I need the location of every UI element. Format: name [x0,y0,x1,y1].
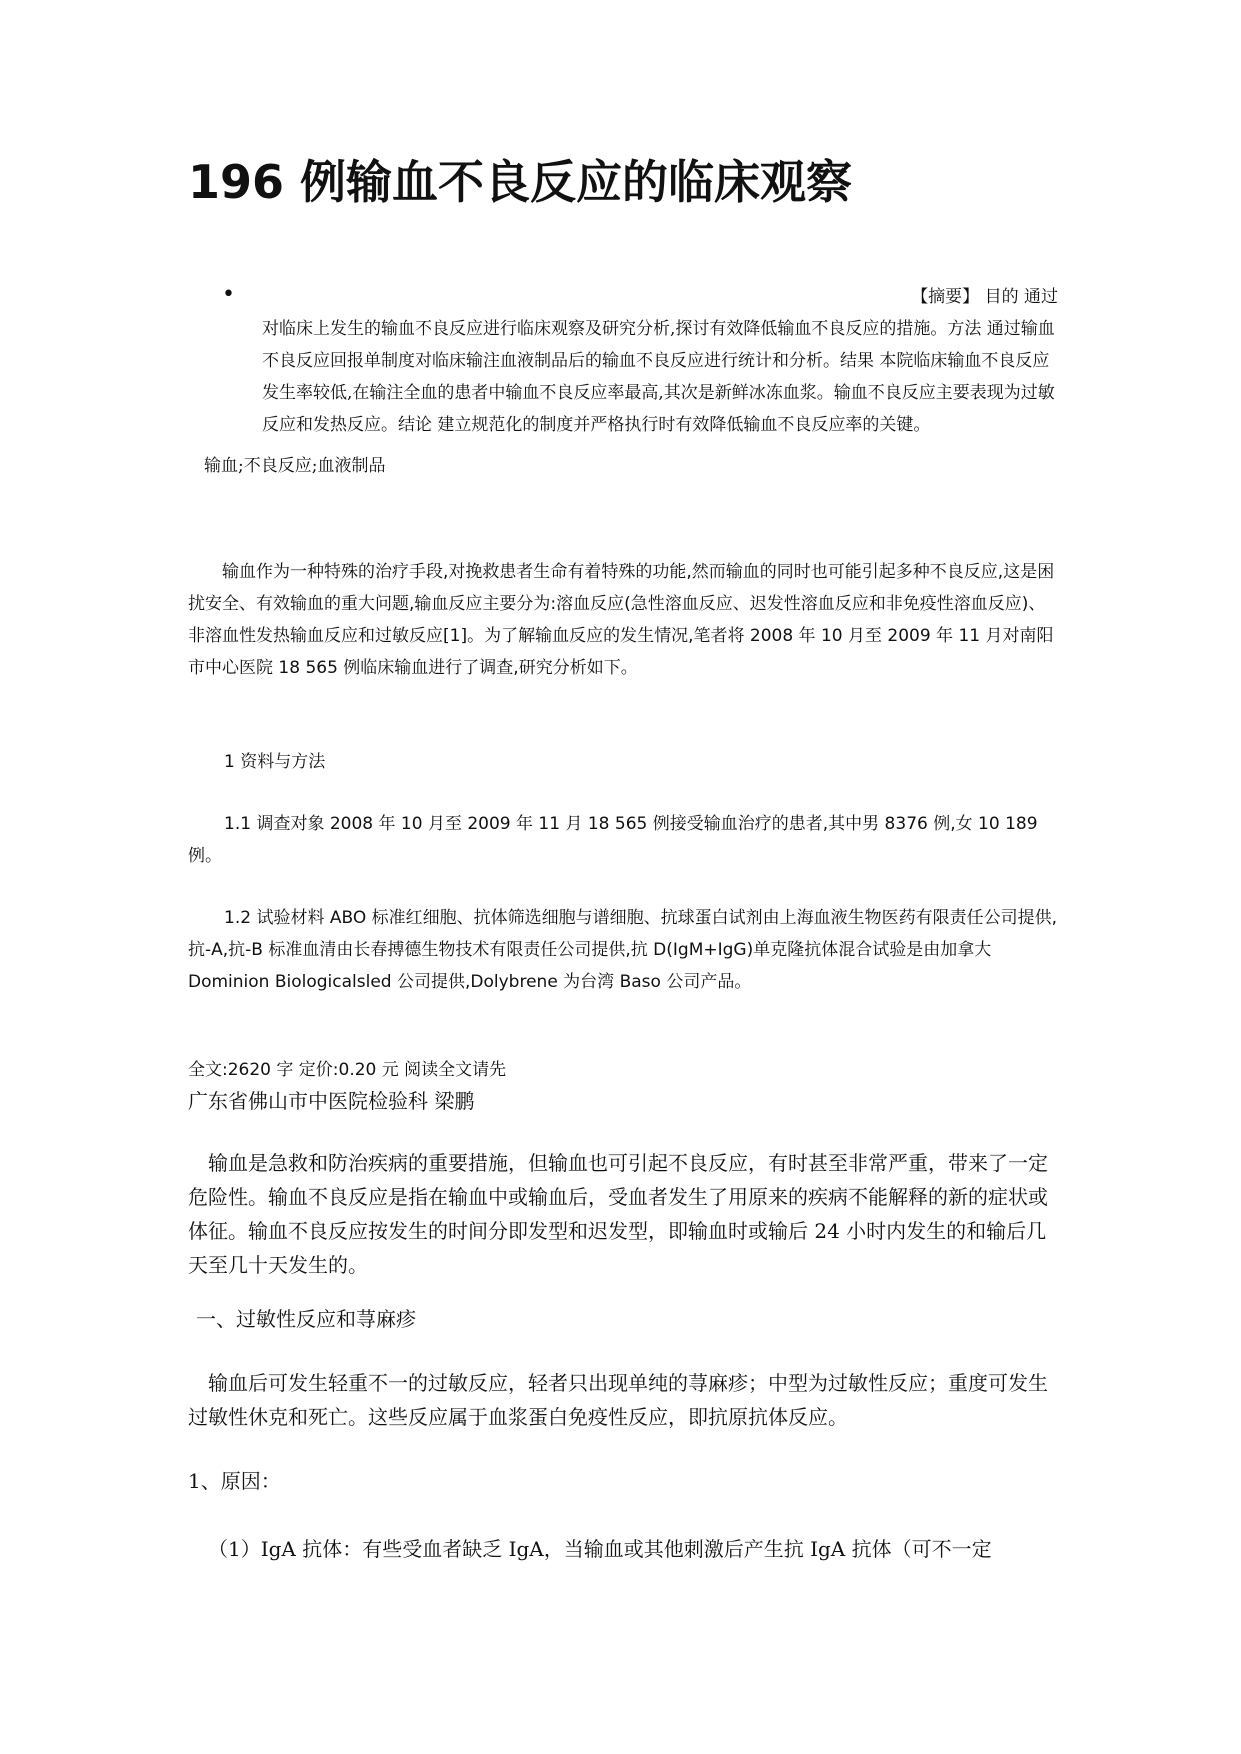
abstract-lead: 【摘要】 目的 通过 [911,287,1058,307]
abstract-paragraph [262,281,1058,441]
fulltext-info: 全文:2620 字 定价:0.20 元 阅读全文请先 [188,1060,507,1080]
intro-paragraph: 输血作为一种特殊的治疗手段,对挽救患者生命有着特殊的功能,然而输血的同时也可能引起多种不良反应,这是困扰安全、有效输血的重大问题,输血反应主要分为:溶血反应(急性溶血反应、迟发性溶血反应和非免疫性溶血反应)、非溶血性发热输血反应和过敏反应[1]。为了解输血反应的发生情况,笔者将 2008 年 10 月至 2009 年 11 月对南阳市中心医院 18 565 例临床输血进行了调查,研究分析如下。 [188,562,1055,678]
subsection-1-2: 1.2 试验材料 ABO 标准红细胞、抗体筛选细胞与谱细胞、抗球蛋白试剂由上海血液生物医药有限责任公司提供,抗-A,抗-B 标准血清由长春搏德生物技术有限责任公司提供,抗 D(IgM+IgG)单克隆抗体混合试验是由加拿大 Dominion Biologicalsled 公司提供,Dolybrene 为台湾 Baso 公司产品。 [188,908,1058,992]
subsection-1-1: 1.1 调查对象 2008 年 10 月至 2009 年 11 月 18 565 例接受输血治疗的患者,其中男 8376 例,女 10 189 例。 [188,814,1038,866]
author-line: 广东省佛山市中医院检验科 梁鹏 [188,1089,475,1113]
abstract-bullet: • [222,282,235,307]
document-title: 196 例输血不良反应的临床观察 [188,155,853,209]
body-paragraph-4: （1）IgA 抗体：有些受血者缺乏 IgA，当输血或其他刺激后产生抗 IgA 抗体（可不一定 [208,1537,992,1561]
section-heading-1: 1 资料与方法 [224,752,326,772]
body-paragraph-3: 输血后可发生轻重不一的过敏反应，轻者只出现单纯的荨麻疹；中型为过敏性反应；重度可发生过敏性休克和死亡。这些反应属于血浆蛋白免疫性反应，即抗原抗体反应。 [188,1371,1048,1429]
abstract-body: 对临床上发生的输血不良反应进行临床观察及研究分析,探讨有效降低输血不良反应的措施。方法 通过输血不良反应回报单制度对临床输注血液制品后的输血不良反应进行统计和分析。结果 本院临床输血不良反应发生率较低,在输注全血的患者中输血不良反应率最高,其次是新鲜冰冻血浆。输血不良反应主要表现为过敏反应和发热反应。结论 建立规范化的制度并严格执行时有效降低输血不良反应率的关键。 [262,319,1055,435]
keywords: 输血;不良反应;血液制品 [204,456,386,476]
body-paragraph-2: 输血是急救和防治疾病的重要措施，但输血也可引起不良反应，有时甚至非常严重，带来了一定危险性。输血不良反应是指在输血中或输血后，受血者发生了用原来的疾病不能解释的新的症状或体征。输血不良反应按发生的时间分即发型和迟发型，即输血时或输后 24 小时内发生的和输后几天至几十天发生的。 [188,1151,1048,1277]
cause-label: 1、原因： [188,1469,281,1493]
heading-allergy: 一、过敏性反应和荨麻疹 [196,1307,416,1331]
